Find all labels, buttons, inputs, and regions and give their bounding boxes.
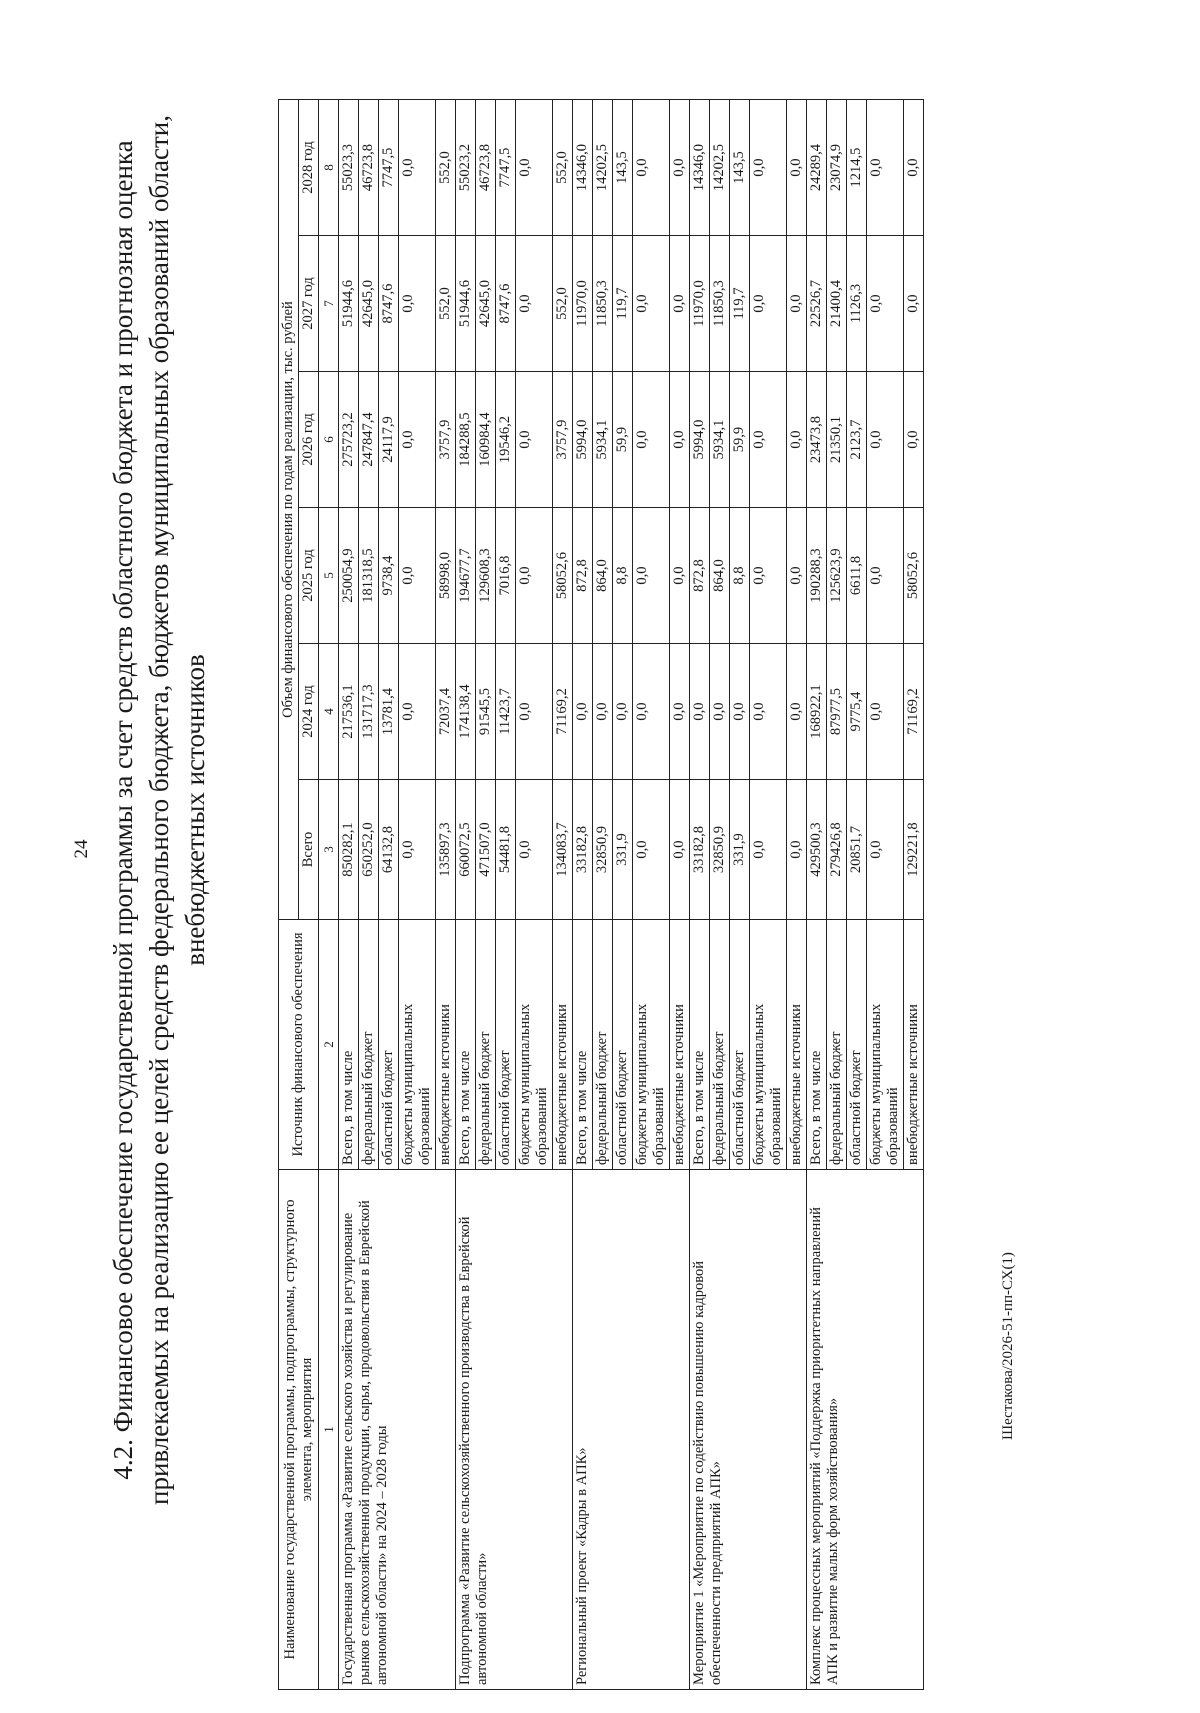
page-number: 24 [71, 839, 92, 859]
table-row [690, 99, 710, 1689]
amount-cell: 0,0 [670, 508, 690, 644]
amount-cell: 46723,8 [359, 99, 379, 235]
amount-cell: 11970,0 [573, 236, 593, 372]
amount-cell: 1126,3 [847, 236, 867, 372]
header-year-2026: 2026 год [299, 372, 319, 508]
amount-cell: 2123,7 [847, 372, 867, 508]
column-number: 8 [319, 99, 339, 235]
amount-cell: 87977,5 [827, 644, 847, 780]
amount-cell: 0,0 [750, 644, 787, 780]
amount-cell: 0,0 [573, 644, 593, 780]
amount-cell: 160984,4 [476, 372, 496, 508]
amount-cell: 279426,8 [827, 780, 847, 920]
amount-cell: 864,0 [710, 508, 730, 644]
amount-cell: 0,0 [516, 236, 553, 372]
program-element-name: Региональный проект «Кадры в АПК» [573, 1170, 690, 1690]
amount-cell: 429500,3 [807, 780, 827, 920]
amount-cell: 0,0 [787, 99, 807, 235]
amount-cell: 0,0 [904, 372, 924, 508]
funding-source-cell: областной бюджет [847, 920, 867, 1170]
amount-cell: 5994,0 [690, 372, 710, 508]
amount-cell: 58052,6 [904, 508, 924, 644]
column-number: 6 [319, 372, 339, 508]
funding-source-cell: федеральный бюджет [827, 920, 847, 1170]
funding-source-cell: внебюджетные источники [553, 920, 573, 1170]
amount-cell: 0,0 [516, 99, 553, 235]
amount-cell: 134083,7 [553, 780, 573, 920]
amount-cell: 0,0 [670, 372, 690, 508]
header-funding-volume: Объем финансового обеспечения по годам реализации, тыс. рублей [279, 99, 299, 919]
amount-cell: 9775,4 [847, 644, 867, 780]
amount-cell: 14202,5 [710, 99, 730, 235]
amount-cell: 129608,3 [476, 508, 496, 644]
amount-cell: 14346,0 [573, 99, 593, 235]
funding-source-cell: Всего, в том числе [339, 920, 359, 1170]
amount-cell: 181318,5 [359, 508, 379, 644]
amount-cell: 174138,4 [456, 644, 476, 780]
amount-cell: 872,8 [690, 508, 710, 644]
amount-cell: 55023,2 [456, 99, 476, 235]
amount-cell: 58998,0 [436, 508, 456, 644]
amount-cell: 217536,1 [339, 644, 359, 780]
funding-source-cell: областной бюджет [496, 920, 516, 1170]
header-year-2024: 2024 год [299, 644, 319, 780]
amount-cell: 13781,4 [379, 644, 399, 780]
amount-cell: 0,0 [750, 372, 787, 508]
amount-cell: 59,9 [613, 372, 633, 508]
amount-cell: 0,0 [787, 780, 807, 920]
heading-line-2: привлекаемых на реализацию ее целей средств федерального бюджета, бюджетов муниципальных образований области, [144, 115, 174, 1505]
amount-cell: 0,0 [633, 372, 670, 508]
amount-cell: 42645,0 [476, 236, 496, 372]
header-funding-source: Источник финансового обеспечения [279, 920, 319, 1170]
amount-cell: 51944,6 [339, 236, 359, 372]
amount-cell: 552,0 [436, 99, 456, 235]
amount-cell: 0,0 [670, 236, 690, 372]
amount-cell: 0,0 [399, 372, 436, 508]
funding-source-cell: внебюджетные источники [670, 920, 690, 1170]
amount-cell: 864,0 [593, 508, 613, 644]
amount-cell: 0,0 [516, 644, 553, 780]
amount-cell: 6611,8 [847, 508, 867, 644]
amount-cell: 32850,9 [710, 780, 730, 920]
amount-cell: 0,0 [633, 99, 670, 235]
amount-cell: 72037,4 [436, 644, 456, 780]
funding-source-cell: федеральный бюджет [359, 920, 379, 1170]
amount-cell: 64132,8 [379, 780, 399, 920]
funding-source-cell: внебюджетные источники [904, 920, 924, 1170]
funding-source-cell: областной бюджет [379, 920, 399, 1170]
amount-cell: 7016,8 [496, 508, 516, 644]
amount-cell: 0,0 [867, 508, 904, 644]
amount-cell: 11423,7 [496, 644, 516, 780]
funding-source-cell: бюджеты муниципальных образований [750, 920, 787, 1170]
amount-cell: 331,9 [613, 780, 633, 920]
amount-cell: 0,0 [670, 99, 690, 235]
amount-cell: 23074,9 [827, 99, 847, 235]
amount-cell: 0,0 [787, 644, 807, 780]
column-number: 7 [319, 236, 339, 372]
amount-cell: 0,0 [867, 644, 904, 780]
amount-cell: 135897,3 [436, 780, 456, 920]
financing-table [278, 99, 924, 1690]
amount-cell: 0,0 [516, 508, 553, 644]
header-year-2028: 2028 год [299, 99, 319, 235]
funding-source-cell: бюджеты муниципальных образований [399, 920, 436, 1170]
amount-cell: 0,0 [867, 780, 904, 920]
table-row [456, 99, 476, 1689]
amount-cell: 331,9 [730, 780, 750, 920]
amount-cell: 0,0 [867, 99, 904, 235]
funding-source-cell: Всего, в том числе [807, 920, 827, 1170]
amount-cell: 8,8 [613, 508, 633, 644]
amount-cell: 275723,2 [339, 372, 359, 508]
amount-cell: 0,0 [690, 644, 710, 780]
column-number: 3 [319, 780, 339, 920]
funding-source-cell: областной бюджет [730, 920, 750, 1170]
amount-cell: 3757,9 [436, 372, 456, 508]
amount-cell: 250054,9 [339, 508, 359, 644]
amount-cell: 22526,7 [807, 236, 827, 372]
heading-line-1: 4.2. Финансовое обеспечение государственной программы за счет средств областного бюджета и прогнозная оценка [108, 140, 138, 1480]
column-number: 4 [319, 644, 339, 780]
amount-cell: 71169,2 [904, 644, 924, 780]
table-row [807, 99, 827, 1689]
table-row [573, 99, 593, 1689]
amount-cell: 0,0 [633, 780, 670, 920]
amount-cell: 8747,6 [496, 236, 516, 372]
amount-cell: 24289,4 [807, 99, 827, 235]
program-element-name: Комплекс процессных мероприятий «Поддержка приоритетных направлений АПК и развитие малых форм хозяйствования» [807, 1170, 924, 1690]
funding-source-cell: областной бюджет [613, 920, 633, 1170]
amount-cell: 5994,0 [573, 372, 593, 508]
amount-cell: 184288,5 [456, 372, 476, 508]
amount-cell: 0,0 [633, 508, 670, 644]
column-number: 2 [319, 920, 339, 1170]
amount-cell: 0,0 [399, 780, 436, 920]
amount-cell: 143,5 [613, 99, 633, 235]
amount-cell: 0,0 [593, 644, 613, 780]
amount-cell: 55023,3 [339, 99, 359, 235]
amount-cell: 7747,5 [496, 99, 516, 235]
program-element-name: Подпрограмма «Развитие сельскохозяйственного производства в Еврейской автономной области» [456, 1170, 573, 1690]
amount-cell: 59,9 [730, 372, 750, 508]
amount-cell: 33182,8 [690, 780, 710, 920]
table-row [339, 99, 359, 1689]
funding-source-cell: Всего, в том числе [690, 920, 710, 1170]
amount-cell: 471507,0 [476, 780, 496, 920]
amount-cell: 0,0 [904, 99, 924, 235]
amount-cell: 552,0 [553, 99, 573, 235]
header-program-name: Наименование государственной программы, подпрограммы, структурного элемента, мероприятия [279, 1170, 319, 1690]
amount-cell: 11850,3 [710, 236, 730, 372]
amount-cell: 0,0 [750, 780, 787, 920]
amount-cell: 54481,8 [496, 780, 516, 920]
amount-cell: 24117,9 [379, 372, 399, 508]
amount-cell: 552,0 [553, 236, 573, 372]
header-year-2027: 2027 год [299, 236, 319, 372]
amount-cell: 168922,1 [807, 644, 827, 780]
funding-source-cell: Всего, в том числе [456, 920, 476, 1170]
amount-cell: 0,0 [730, 644, 750, 780]
funding-source-cell: внебюджетные источники [787, 920, 807, 1170]
amount-cell: 19546,2 [496, 372, 516, 508]
amount-cell: 0,0 [516, 372, 553, 508]
amount-cell: 872,8 [573, 508, 593, 644]
amount-cell: 1214,5 [847, 99, 867, 235]
amount-cell: 650252,0 [359, 780, 379, 920]
amount-cell: 33182,8 [573, 780, 593, 920]
amount-cell: 0,0 [399, 508, 436, 644]
amount-cell: 119,7 [730, 236, 750, 372]
amount-cell: 11850,3 [593, 236, 613, 372]
funding-source-cell: федеральный бюджет [710, 920, 730, 1170]
amount-cell: 0,0 [670, 780, 690, 920]
rotated-table-container [278, 100, 1068, 1690]
column-number-row [319, 99, 339, 1689]
amount-cell: 46723,8 [476, 99, 496, 235]
amount-cell: 42645,0 [359, 236, 379, 372]
amount-cell: 0,0 [787, 236, 807, 372]
amount-cell: 7747,5 [379, 99, 399, 235]
amount-cell: 660072,5 [456, 780, 476, 920]
amount-cell: 0,0 [633, 644, 670, 780]
heading-line-3: внебюджетных источников [180, 654, 210, 966]
amount-cell: 850282,1 [339, 780, 359, 920]
amount-cell: 125623,9 [827, 508, 847, 644]
funding-source-cell: федеральный бюджет [593, 920, 613, 1170]
amount-cell: 0,0 [613, 644, 633, 780]
amount-cell: 0,0 [750, 236, 787, 372]
header-year-total: Всего [299, 780, 319, 920]
amount-cell: 119,7 [613, 236, 633, 372]
amount-cell: 20851,7 [847, 780, 867, 920]
amount-cell: 14202,5 [593, 99, 613, 235]
amount-cell: 247847,4 [359, 372, 379, 508]
amount-cell: 0,0 [710, 644, 730, 780]
table-body [339, 99, 924, 1689]
amount-cell: 11970,0 [690, 236, 710, 372]
funding-source-cell: федеральный бюджет [476, 920, 496, 1170]
funding-source-cell: внебюджетные источники [436, 920, 456, 1170]
funding-source-cell: бюджеты муниципальных образований [867, 920, 904, 1170]
amount-cell: 0,0 [399, 99, 436, 235]
amount-cell: 23473,8 [807, 372, 827, 508]
funding-source-cell: бюджеты муниципальных образований [516, 920, 553, 1170]
header-year-2025: 2025 год [299, 508, 319, 644]
document-footer: Шестакова/2026-51-пп-СХ(1) [1000, 1252, 1016, 1440]
amount-cell: 14346,0 [690, 99, 710, 235]
amount-cell: 0,0 [787, 372, 807, 508]
amount-cell: 0,0 [904, 236, 924, 372]
amount-cell: 0,0 [399, 236, 436, 372]
amount-cell: 0,0 [867, 372, 904, 508]
amount-cell: 0,0 [867, 236, 904, 372]
amount-cell: 3757,9 [553, 372, 573, 508]
amount-cell: 552,0 [436, 236, 456, 372]
amount-cell: 0,0 [750, 99, 787, 235]
amount-cell: 131717,3 [359, 644, 379, 780]
funding-source-cell: Всего, в том числе [573, 920, 593, 1170]
amount-cell: 0,0 [670, 644, 690, 780]
funding-source-cell: бюджеты муниципальных образований [633, 920, 670, 1170]
amount-cell: 91545,5 [476, 644, 496, 780]
column-number: 5 [319, 508, 339, 644]
amount-cell: 5934,1 [593, 372, 613, 508]
amount-cell: 9738,4 [379, 508, 399, 644]
program-element-name: Государственная программа «Развитие сельского хозяйства и регулирование рынков сельскохозяйственной продукции, сырья, продовольствия в Еврейской автономной области» на 2024 – 2028 годы [339, 1170, 456, 1690]
section-heading [105, 30, 215, 1590]
amount-cell: 194677,7 [456, 508, 476, 644]
amount-cell: 0,0 [516, 780, 553, 920]
amount-cell: 190288,3 [807, 508, 827, 644]
amount-cell: 8,8 [730, 508, 750, 644]
amount-cell: 0,0 [787, 508, 807, 644]
amount-cell: 51944,6 [456, 236, 476, 372]
amount-cell: 129221,8 [904, 780, 924, 920]
amount-cell: 58052,6 [553, 508, 573, 644]
program-element-name: Мероприятие 1 «Мероприятие по содействию повышению кадровой обеспеченности предприятий АПК» [690, 1170, 807, 1690]
amount-cell: 8747,6 [379, 236, 399, 372]
amount-cell: 0,0 [633, 236, 670, 372]
column-number: 1 [319, 1170, 339, 1690]
amount-cell: 0,0 [399, 644, 436, 780]
amount-cell: 5934,1 [710, 372, 730, 508]
amount-cell: 21350,1 [827, 372, 847, 508]
amount-cell: 32850,9 [593, 780, 613, 920]
amount-cell: 71169,2 [553, 644, 573, 780]
amount-cell: 21400,4 [827, 236, 847, 372]
amount-cell: 0,0 [750, 508, 787, 644]
amount-cell: 143,5 [730, 99, 750, 235]
